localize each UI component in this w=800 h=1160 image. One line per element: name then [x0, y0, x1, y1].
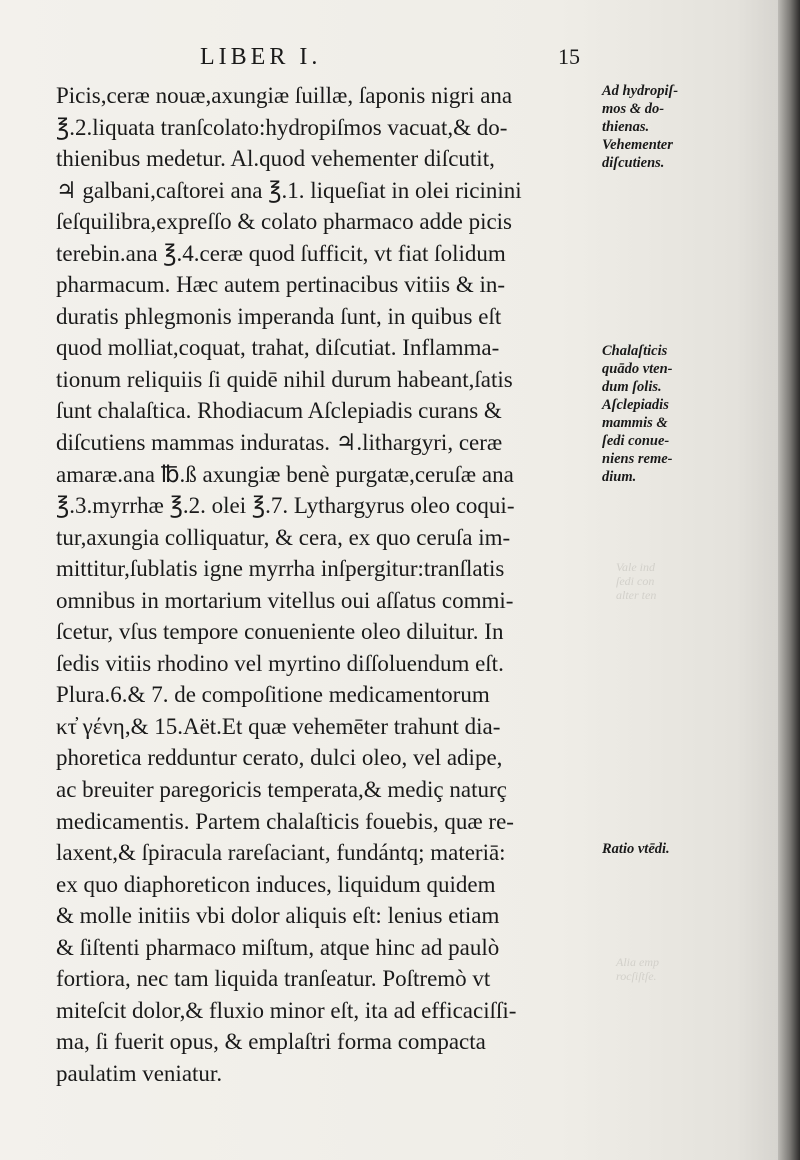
bleed-line: Vale ind	[616, 560, 655, 574]
text-line: fortiora, nec tam liquida tranſeatur. Poſtremò vt	[56, 966, 491, 992]
text-line: Picis,ceræ nouæ,axungiæ ſuillæ, ſaponis nigri ana	[56, 83, 513, 108]
text-line: mittitur,ſublatis igne myrrha inſpergitur:tranſlatis	[56, 556, 505, 582]
text-line: amaræ.ana ℔.ß axungiæ benè purgatæ,ceruſæ ana	[56, 461, 514, 487]
running-head	[60, 42, 600, 78]
bleed-line: Alia emp	[616, 955, 659, 969]
main-text-block	[56, 80, 602, 1090]
margin-note-line: dum ſolis.	[602, 379, 662, 395]
bleed-through-text	[616, 955, 766, 983]
margin-note-line: mos & do-	[602, 101, 665, 117]
text-line: medicamentis. Partem chalaſticis fouebis, quæ re-	[56, 808, 514, 834]
text-line: ex quo diaphoreticon induces, liquidum quidem	[56, 871, 496, 897]
text-line: κτ̓ γένη,& 15.Aët.Et quæ vehemēter trahunt dia-	[56, 713, 501, 739]
bleed-through-text	[616, 560, 766, 602]
text-line: terebin.ana ℥.4.ceræ quod ſufficit, vt fiat ſolidum	[56, 240, 506, 266]
text-line: diſcutiens mammas induratas. ♃.lithargyri, ceræ	[56, 430, 503, 456]
text-line: omnibus in mortarium vitellus oui aſſatus commi-	[56, 587, 514, 613]
text-line: phoretica redduntur cerato, dulci oleo, vel adipe,	[56, 745, 503, 771]
bleed-line: ſedi con	[616, 574, 655, 588]
page-number: 15	[558, 44, 580, 69]
margin-note-line: Vehementer	[602, 137, 673, 153]
margin-note-chalastica	[602, 342, 774, 486]
running-title: LIBER I.	[200, 44, 322, 70]
margin-note-line: diſcutiens.	[602, 155, 665, 171]
text-line: ſedis vitiis rhodino vel myrtino diſſoluendum eſt.	[56, 650, 504, 676]
text-line: miteſcit dolor,& fluxio minor eſt, ita ad efficaciſſi-	[56, 997, 517, 1023]
text-line: ſcetur, vſus tempore conueniente oleo diluitur. In	[56, 619, 504, 645]
text-line: ♃ galbani,caſtorei ana ℥.1. liqueſiat in olei ricinini	[56, 177, 522, 203]
bleed-line: rocſiſtſe.	[616, 969, 657, 983]
margin-note-line: Aſclepiadis	[602, 397, 669, 413]
margin-note-line: thienas.	[602, 119, 650, 135]
text-line: ſunt chalaſtica. Rhodiacum Aſclepiadis curans &	[56, 398, 502, 424]
margin-note-hydropisis	[602, 82, 774, 172]
margin-note-line: Ad hydropiſ-	[602, 83, 679, 99]
text-line: duratis phlegmonis imperanda ſunt, in quibus eſt	[56, 303, 502, 329]
text-line: quod molliat,coquat, trahat, diſcutiat. Inflamma-	[56, 335, 500, 361]
text-line: laxent,& ſpiracula rareſaciant, fundántq; materiā:	[56, 840, 506, 866]
text-line: ℥.2.liquata tranſcolato:hydropiſmos vacuat,& do-	[56, 114, 508, 140]
text-line: ſeſquilibra,expreſſo & colato pharmaco adde picis	[56, 209, 513, 235]
margin-note-line: quādo vten-	[602, 361, 673, 377]
margin-note-ratio-utendi	[602, 840, 774, 858]
margin-note-line: mammis &	[602, 415, 668, 431]
margin-note-line: niens reme-	[602, 451, 673, 467]
text-line: tionum reliquiis ſi quidē nihil durum habeant,ſatis	[56, 366, 513, 392]
text-line: ℥.3.myrrhæ ℥.2. olei ℥.7. Lythargyrus oleo coqui-	[56, 493, 515, 519]
text-line: & ſiſtenti pharmaco miſtum, atque hinc ad paulò	[56, 934, 500, 960]
margin-note-line: ſedi conue-	[602, 433, 670, 449]
text-line: & molle initiis vbi dolor aliquis eſt: lenius etiam	[56, 903, 500, 929]
page-binding-shadow	[778, 0, 800, 1160]
text-line: ma, ſi fuerit opus, & emplaſtri forma compacta	[56, 1029, 486, 1055]
margin-note-line: Chalaſticis	[602, 343, 668, 359]
bleed-line: alter ten	[616, 588, 657, 602]
margin-note-line: Ratio vtēdi.	[602, 841, 670, 857]
text-line: paulatim veniatur.	[56, 1060, 223, 1086]
margin-note-line: dium.	[602, 469, 637, 485]
text-line: tur,axungia colliquatur, & cera, ex quo ceruſa im-	[56, 524, 511, 550]
text-line: Plura.6.& 7. de compoſitione medicamentorum	[56, 682, 490, 708]
text-line: thienibus medetur. Al.quod vehementer diſcutit,	[56, 146, 495, 172]
text-line: ac breuiter paregoricis temperata,& mediç naturç	[56, 777, 507, 803]
text-line: pharmacum. Hæc autem pertinacibus vitiis & in-	[56, 272, 506, 298]
